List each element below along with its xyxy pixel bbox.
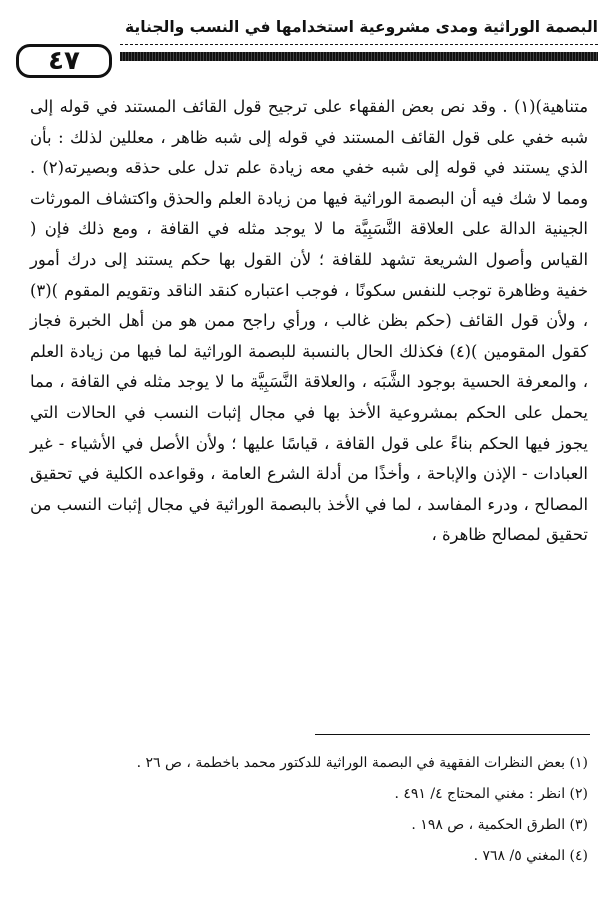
running-title: البصمة الوراثية ومدى مشروعية استخدامها في النسب والجناية bbox=[124, 18, 598, 36]
page-number-badge bbox=[16, 44, 112, 78]
footnote-separator bbox=[315, 734, 590, 735]
footnote-2: (٢) انظر : مغني المحتاج ٤/ ٤٩١ . bbox=[394, 786, 588, 802]
page-number: ٤٧ bbox=[48, 46, 80, 76]
body-paragraph: متناهية)(١) . وقد نص بعض الفقهاء على ترجيح قول القائف المستند في قوله إلى شبه خفي على قول القائف المستند في قوله إلى شبه ظاهر ، معللين لذلك : بأن الذي يستند في قوله إلى شبه خفي معه زيادة علم تدل على حذقه وبصيرته(٢) . ومما لا شك فيه أن البصمة الوراثية فيها من زيادة العلم والحذق واكتشاف المورثات الجينية الدالة على العلاقة النَّسَبِيَّة ما لا يوجد مثله في القافة ، ومع ذلك فإن ( القياس وأصول الشريعة تشهد للقافة ؛ لأن القول بها حكم يستند إلى درك أمور خفية وظاهرة توجب للنفس سكونًا ، فوجب اعتباره كنقد الناقد وتقويم المقوم )(٣) ، ولأن قول القائف (حكم بظن غالب ، ورأي راجح ممن هو من أهل الخبرة فجاز كقول المقومين )(٤) فكذلك الحال بالنسبة للبصمة الوراثية لما فيها من زيادة العلم ، والمعرفة الحسية بوجود الشَّبَه ، والعلاقة النَّسَبِيَّة ما لا يوجد مثله في القافة ، مما يحمل على الحكم بمشروعية الأخذ بها في مجال إثبات النسب في الحالات التي يجوز فيها الحكم بناءً على قول القافة ، قياسًا عليها ؛ ولأن الأصل في الأشياء - غير العبادات - الإذن والإباحة ، وأخذًا من أدلة الشرع العامة ، وقواعده الكلية في تحقيق المصالح ، ودرء المفاسد ، لما في الأخذ بالبصمة الوراثية في مجال إثبات النسب من تحقيق لمصالح ظاهرة ، bbox=[30, 97, 588, 545]
page-header bbox=[12, 14, 598, 74]
header-dashed-rule bbox=[120, 44, 598, 45]
footnote-4: (٤) المغني ٥/ ٧٦٨ . bbox=[473, 848, 588, 864]
footnote-1: (١) بعض النظرات الفقهية في البصمة الوراثية للدكتور محمد باخطمة ، ص ٢٦ . bbox=[136, 755, 588, 771]
footnotes-list bbox=[30, 748, 588, 872]
footnote-3: (٣) الطرق الحكمية ، ص ١٩٨ . bbox=[411, 817, 588, 833]
header-thick-rule bbox=[120, 52, 598, 61]
